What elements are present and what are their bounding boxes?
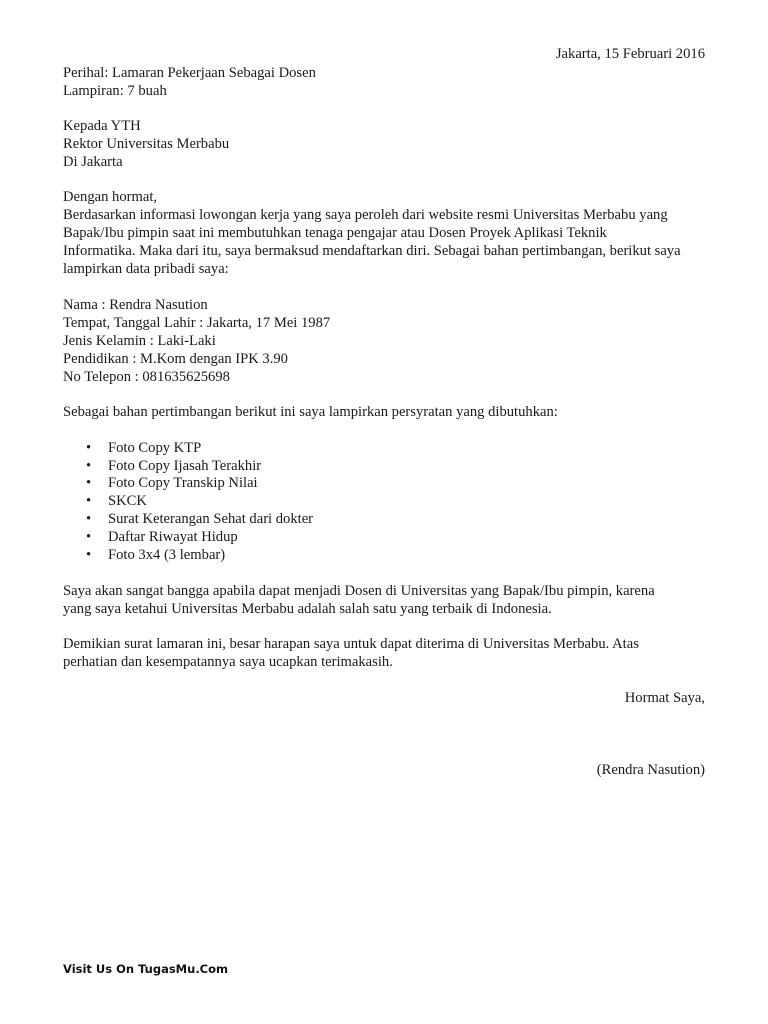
intro-line: Berdasarkan informasi lowongan kerja yang saya peroleh dari website resmi Universitas Merbabu yang (63, 207, 668, 223)
bullet-marker: • (86, 458, 92, 474)
personal-education: Pendidikan : M.Kom dengan IPK 3.90 (63, 351, 288, 367)
personal-name: Nama : Rendra Nasution (63, 297, 208, 313)
list-item: Foto Copy KTP (108, 440, 202, 456)
signature-name: (Rendra Nasution) (596, 762, 705, 778)
attachment-line: Lampiran: 7 buah (63, 83, 167, 99)
closing-paragraph-line: Demikian surat lamaran ini, besar harapan saya untuk dapat diterima di Universitas Merbabu. Atas (63, 636, 639, 652)
list-item: Surat Keterangan Sehat dari dokter (108, 511, 314, 527)
recipient-line: Di Jakarta (63, 154, 123, 170)
list-item: Foto Copy Ijasah Terakhir (108, 458, 262, 474)
personal-gender: Jenis Kelamin : Laki-Laki (63, 333, 216, 349)
recipient-line: Rektor Universitas Merbabu (63, 136, 230, 152)
bullet-marker: • (86, 440, 92, 456)
list-item: Foto 3x4 (3 lembar) (108, 547, 226, 563)
personal-phone: No Telepon : 081635625698 (63, 369, 230, 385)
requirements-intro: Sebagai bahan pertimbangan berikut ini saya lampirkan persyratan yang dibutuhkan: (63, 404, 558, 420)
bullet-marker: • (86, 547, 92, 563)
bullet-marker: • (86, 475, 92, 491)
bullet-marker: • (86, 529, 92, 545)
closing-paragraph-line: yang saya ketahui Universitas Merbabu adalah salah satu yang terbaik di Indonesia. (63, 601, 552, 617)
list-item: SKCK (108, 493, 147, 509)
intro-line: Bapak/Ibu pimpin saat ini membutuhkan tenaga pengajar atau Dosen Proyek Aplikasi Teknik (63, 225, 607, 241)
list-item: Foto Copy Transkip Nilai (108, 475, 258, 491)
personal-birth: Tempat, Tanggal Lahir : Jakarta, 17 Mei 1987 (63, 315, 331, 331)
letter-date: Jakarta, 15 Februari 2016 (555, 46, 705, 62)
subject-line: Perihal: Lamaran Pekerjaan Sebagai Dosen (63, 65, 316, 81)
intro-line: Informatika. Maka dari itu, saya bermaksud mendaftarkan diri. Sebagai bahan pertimbangan, berikut saya (63, 243, 681, 259)
list-item: Daftar Riwayat Hidup (108, 529, 238, 545)
closing-paragraph-line: Saya akan sangat bangga apabila dapat menjadi Dosen di Universitas yang Bapak/Ibu pimpin, karena (63, 583, 655, 599)
signoff: Hormat Saya, (624, 690, 705, 706)
bullet-marker: • (86, 511, 92, 527)
intro-line: lampirkan data pribadi saya: (63, 261, 229, 277)
recipient-line: Kepada YTH (63, 118, 141, 134)
salutation: Dengan hormat, (63, 189, 158, 205)
footer-watermark: Visit Us On TugasMu.Com (63, 962, 229, 976)
closing-paragraph-line: perhatian dan kesempatannya saya ucapkan terimakasih. (63, 654, 393, 670)
bullet-marker: • (86, 493, 92, 509)
